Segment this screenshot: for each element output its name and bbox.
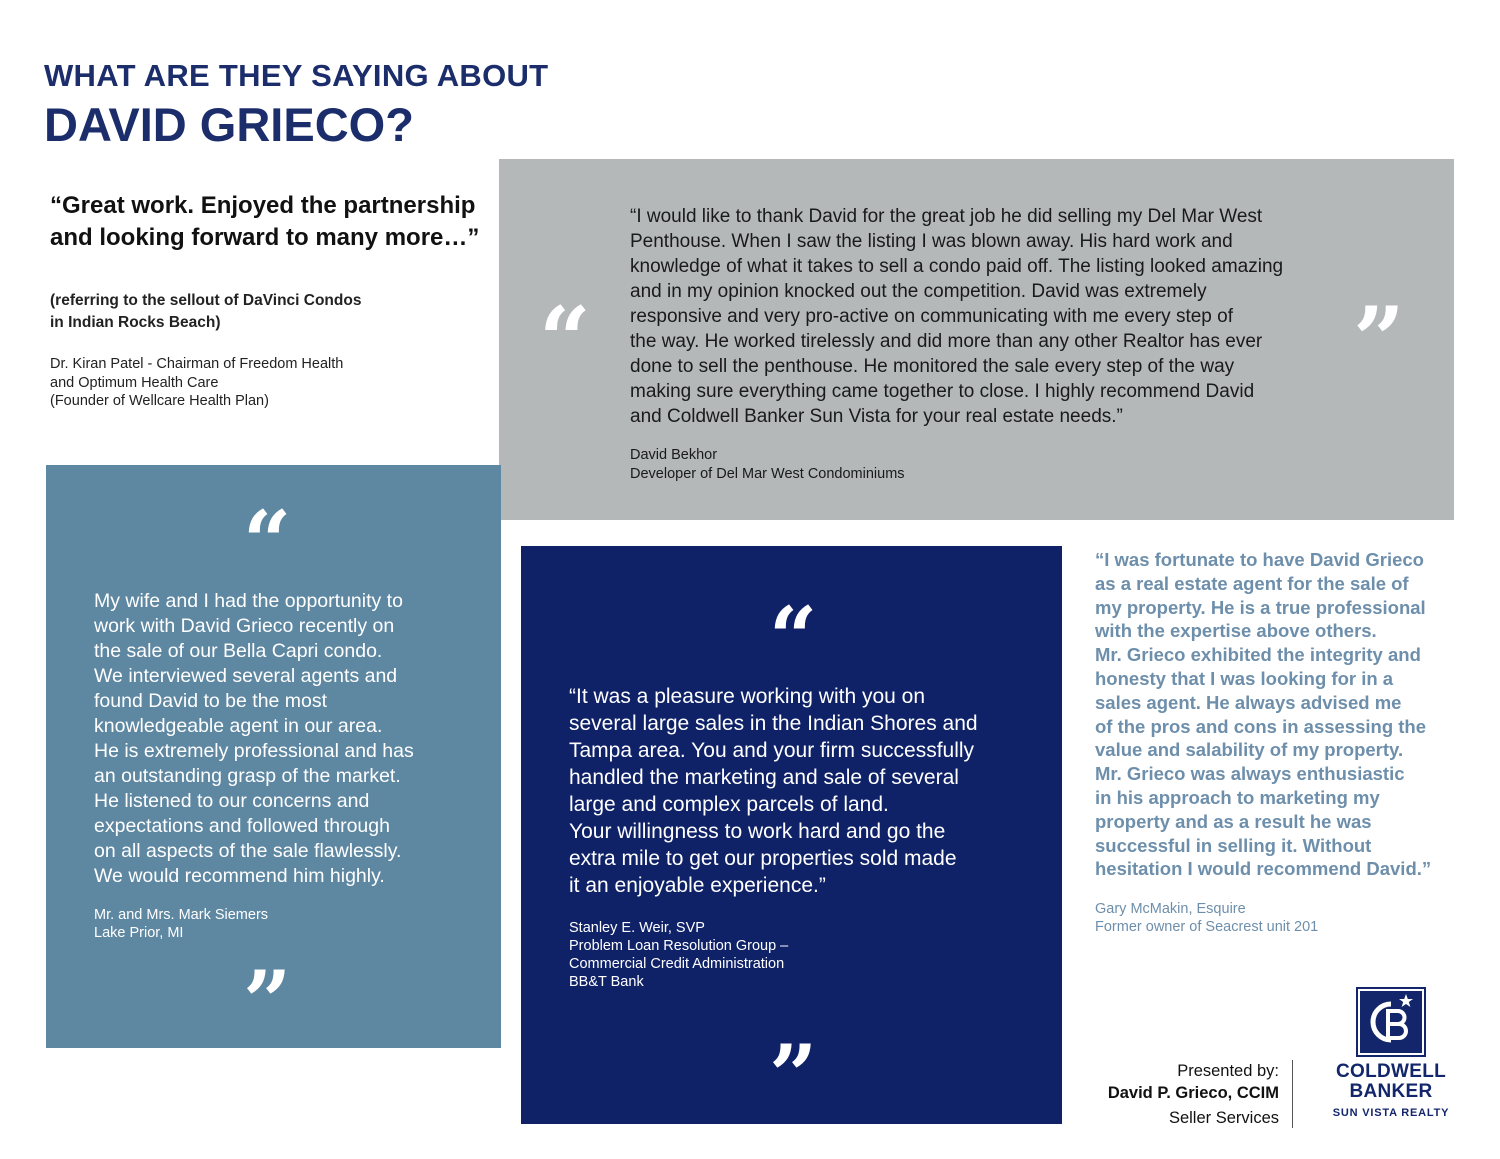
siemers-quote-line: work with David Grieco recently on: [94, 615, 395, 637]
mcmakin-quote-line: “I was fortunate to have David Grieco: [1095, 549, 1424, 570]
bekhor-quote-line: responsive and very pro-active on communicating with me every step of: [630, 306, 1233, 327]
weir-quote-line: large and complex parcels of land.: [569, 793, 889, 816]
mcmakin-quote-line: Mr. Grieco was always enthusiastic: [1095, 763, 1405, 785]
siemers-quote-line: We would recommend him highly.: [94, 865, 385, 887]
siemers-quote: [94, 589, 454, 889]
weir-testimonial-box: [521, 546, 1062, 1124]
mcmakin-quote: [1095, 548, 1465, 881]
weir-attribution-line: BB&T Bank: [569, 974, 644, 990]
bekhor-quote-line: Penthouse. When I saw the listing I was blown away. His hard work and: [630, 231, 1233, 252]
presented-by-label: Presented by:: [1177, 1062, 1279, 1080]
mcmakin-quote-line: successful in selling it. Without: [1095, 834, 1372, 856]
close-quote-icon: ”: [769, 1026, 818, 1125]
weir-attribution-line: Commercial Credit Administration: [569, 956, 785, 972]
patel-context-line: in Indian Rocks Beach): [50, 314, 221, 331]
patel-attribution-line: (Founder of Wellcare Health Plan): [50, 393, 269, 409]
mcmakin-quote-line: value and salability of my property.: [1095, 739, 1404, 761]
mcmakin-quote-line: with the expertise above others.: [1095, 620, 1377, 642]
patel-attribution-line: Dr. Kiran Patel - Chairman of Freedom Health: [50, 356, 344, 372]
open-quote-icon: “: [243, 492, 292, 591]
weir-attribution-line: Stanley E. Weir, SVP: [569, 920, 705, 936]
mcmakin-quote-line: of the pros and cons in assessing the: [1095, 715, 1427, 737]
bekhor-quote-line: “I would like to thank David for the great job he did selling my Del Mar West: [630, 206, 1263, 227]
logo-line-banker: BANKER: [1349, 1081, 1433, 1102]
mcmakin-quote-line: Mr. Grieco exhibited the integrity and: [1095, 644, 1421, 666]
mcmakin-attribution-line: Former owner of Seacrest unit 201: [1095, 918, 1319, 935]
mcmakin-quote-line: hesitation I would recommend David.”: [1095, 858, 1432, 880]
presenter-name: David P. Grieco, CCIM: [1107, 1084, 1279, 1102]
siemers-quote-line: He is extremely professional and has: [94, 740, 414, 762]
siemers-attribution: [94, 907, 454, 942]
patel-attribution-line: and Optimum Health Care: [50, 374, 219, 391]
page-title: DAVID GRIECO?: [44, 98, 414, 151]
siemers-testimonial-box: [46, 465, 501, 1051]
siemers-attribution-line: Lake Prior, MI: [94, 924, 184, 941]
bekhor-attribution: [630, 446, 1130, 484]
bekhor-quote-line: and in my opinion knocked out the competition. David was extremely: [630, 281, 1207, 302]
weir-quote-line: several large sales in the Indian Shores and: [569, 712, 978, 735]
open-quote-icon: “: [539, 287, 591, 393]
bekhor-quote-line: done to sell the penthouse. He monitored the sale every step of the way: [630, 356, 1235, 377]
weir-attribution: [569, 919, 969, 991]
siemers-quote-line: found David to be the most: [94, 690, 328, 712]
siemers-quote-line: We interviewed several agents and: [94, 665, 398, 687]
weir-quote-line: Tampa area. You and your firm successfully: [569, 739, 975, 762]
close-quote-icon: ”: [1353, 287, 1405, 393]
weir-quote-line: extra mile to get our properties sold made: [569, 847, 957, 870]
presenter-department: Seller Services: [1168, 1109, 1279, 1127]
bekhor-quote-line: and Coldwell Banker Sun Vista for your real estate needs.”: [630, 406, 1123, 427]
logo-line-coldwell: COLDWELL: [1335, 1061, 1447, 1082]
mcmakin-quote-line: honesty that I was looking for in a: [1095, 667, 1394, 689]
weir-quote-line: it an enjoyable experience.”: [569, 874, 826, 897]
patel-context: [50, 290, 450, 334]
siemers-quote-line: expectations and followed through: [94, 815, 390, 837]
mcmakin-quote-line: as a real estate agent for the sale of: [1095, 572, 1409, 594]
mcmakin-quote-line: sales agent. He always advised me: [1095, 691, 1402, 713]
siemers-quote-line: My wife and I had the opportunity to: [94, 590, 403, 612]
siemers-quote-line: the sale of our Bella Capri condo.: [94, 640, 383, 662]
bekhor-testimonial-box: [499, 159, 1454, 520]
patel-context-line: (referring to the sellout of DaVinci Condos: [50, 292, 362, 309]
bekhor-quote-line: the way. He worked tirelessly and did more than any other Realtor has ever: [630, 331, 1263, 352]
weir-quote-line: handled the marketing and sale of several: [569, 766, 959, 789]
close-quote-icon: ”: [243, 952, 292, 1051]
siemers-quote-line: knowledgeable agent in our area.: [94, 715, 383, 737]
siemers-quote-line: He listened to our concerns and: [94, 790, 370, 812]
coldwell-banker-logo-text: [1318, 1062, 1464, 1119]
mcmakin-attribution-line: Gary McMakin, Esquire: [1095, 901, 1246, 917]
bekhor-quote-line: making sure everything came together to close. I highly recommend David: [630, 381, 1255, 402]
page-heading-line1: WHAT ARE THEY SAYING ABOUT: [44, 58, 549, 93]
bekhor-attribution-line: David Bekhor: [630, 447, 718, 463]
siemers-quote-line: on all aspects of the sale flawlessly.: [94, 840, 402, 862]
bekhor-quote: [630, 204, 1360, 429]
coldwell-banker-logo-icon: [1356, 987, 1426, 1057]
presenter-divider: [1292, 1060, 1293, 1128]
mcmakin-quote-line: property and as a result he was: [1095, 810, 1372, 832]
siemers-attribution-line: Mr. and Mrs. Mark Siemers: [94, 907, 269, 923]
logo-line-sun-vista: SUN VISTA REALTY: [1332, 1107, 1450, 1119]
weir-quote-line: “It was a pleasure working with you on: [569, 685, 926, 708]
mcmakin-quote-line: my property. He is a true professional: [1095, 596, 1426, 618]
bekhor-attribution-line: Developer of Del Mar West Condominiums: [630, 466, 905, 482]
mcmakin-attribution: [1095, 901, 1455, 936]
open-quote-icon: “: [769, 588, 818, 687]
weir-quote-line: Your willingness to work hard and go the: [569, 820, 946, 843]
weir-attribution-line: Problem Loan Resolution Group –: [569, 938, 789, 954]
siemers-quote-line: an outstanding grasp of the market.: [94, 765, 401, 787]
weir-quote: [569, 683, 1039, 899]
patel-attribution: [50, 355, 450, 411]
presenter-block: [1020, 1060, 1279, 1129]
bekhor-quote-line: knowledge of what it takes to sell a condo paid off. The listing looked amazing: [630, 256, 1284, 277]
mcmakin-quote-line: in his approach to marketing my: [1095, 786, 1380, 808]
patel-quote: “Great work. Enjoyed the partnership and looking forward to many more…”: [50, 192, 480, 251]
